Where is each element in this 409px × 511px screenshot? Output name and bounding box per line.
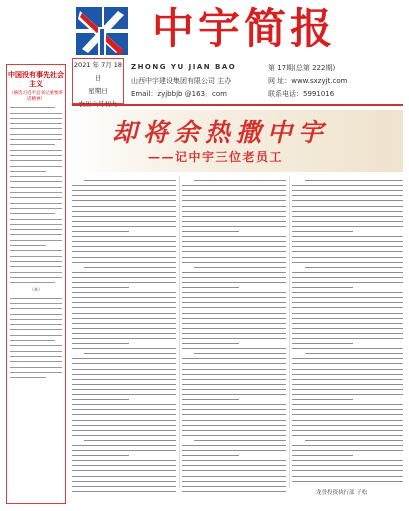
article-text-line	[182, 343, 239, 344]
article-text-line	[84, 180, 176, 181]
article-text-line	[72, 297, 176, 298]
sidebar-body	[7, 107, 65, 378]
article-text-line	[292, 409, 403, 410]
article-text-line	[292, 206, 403, 207]
article-text-line	[305, 180, 403, 181]
article-text-line	[182, 379, 286, 380]
article-text-line	[292, 323, 403, 324]
article-text-line	[182, 486, 286, 487]
zhongyu-logo-icon	[72, 5, 130, 57]
article-text-line	[72, 404, 176, 405]
article-text-line	[194, 440, 286, 441]
article-text-line	[182, 374, 286, 375]
article-text-line	[72, 272, 176, 273]
article-text-line	[182, 425, 286, 426]
article-text-line	[182, 226, 286, 227]
article-text-line	[72, 318, 176, 319]
article-text-line	[292, 338, 403, 339]
article-text-line	[72, 348, 176, 349]
masthead-title: 中宇简报	[152, 4, 337, 53]
article-text-line	[182, 277, 286, 278]
article-text-line	[72, 486, 176, 487]
headline-title: 却将余热撒中宇	[112, 118, 330, 147]
article-text-line	[72, 460, 176, 461]
article-text-line	[182, 257, 286, 258]
article-text-line	[182, 445, 286, 446]
article-text-line	[292, 200, 403, 201]
sidebar-mark: （※）	[29, 288, 43, 294]
article-text-line	[182, 272, 286, 273]
article-column-1	[72, 176, 176, 496]
article-text-line	[72, 409, 176, 410]
article-text-line	[72, 369, 176, 370]
article-text-line	[182, 307, 286, 308]
masthead-pinyin: ZHONG YU JIAN BAO	[131, 63, 237, 71]
article-text-line	[84, 353, 176, 354]
article-text-line	[72, 470, 176, 471]
masthead-organization: 山西中宇建设集团有限公司 主办	[131, 77, 232, 85]
article-text-line	[194, 353, 286, 354]
sidebar-title: 中国没有事先社会主义	[8, 71, 64, 88]
article-text-line	[182, 450, 286, 451]
article-text-line	[182, 241, 286, 242]
article-text-line	[292, 425, 403, 426]
article-text-line	[72, 190, 176, 191]
article-text-line	[292, 292, 403, 293]
article-text-line	[182, 394, 286, 395]
article-text-line	[292, 287, 353, 288]
article-text-line	[72, 481, 176, 482]
article-text-line	[72, 420, 176, 421]
article-byline: 龙誉投资执行部 子松	[316, 490, 368, 496]
article-text-line	[292, 414, 403, 415]
article-text-line	[182, 282, 286, 283]
article-text-line	[292, 257, 403, 258]
article-text-line	[72, 302, 176, 303]
article-text-line	[72, 277, 176, 278]
article-text-line	[72, 491, 176, 492]
article-text-line	[72, 282, 176, 283]
article-text-line	[72, 465, 176, 466]
article-column-3	[292, 176, 403, 486]
masthead-phone: 联系电话：5991016	[268, 90, 335, 98]
article-text-line	[72, 450, 176, 451]
article-text-line	[182, 200, 286, 201]
article-text-line	[182, 221, 286, 222]
article-text-line	[292, 470, 403, 471]
article-text-line	[292, 195, 403, 196]
article-text-line	[72, 251, 176, 252]
article-text-line	[182, 206, 286, 207]
article-text-line	[182, 420, 286, 421]
article-text-line	[292, 450, 403, 451]
article-text-line	[305, 440, 403, 441]
article-text-line	[292, 384, 403, 385]
article-text-line	[72, 257, 176, 258]
article-text-line	[182, 369, 286, 370]
article-column-2	[182, 176, 286, 496]
article-text-line	[292, 231, 353, 232]
article-text-line	[182, 348, 286, 349]
article-text-line	[72, 211, 176, 212]
article-text-line	[292, 262, 403, 263]
article-text-line	[72, 241, 176, 242]
article-text-line	[292, 241, 403, 242]
article-text-line	[72, 445, 176, 446]
article-text-line	[292, 277, 403, 278]
column-divider	[179, 176, 180, 488]
article-text-line	[292, 394, 403, 395]
article-text-line	[292, 455, 353, 456]
article-text-line	[292, 185, 403, 186]
article-text-line	[182, 185, 286, 186]
article-text-line	[84, 267, 176, 268]
article-text-line	[292, 348, 403, 349]
article-text-line	[182, 460, 286, 461]
article-text-line	[292, 460, 403, 461]
article-text-line	[72, 221, 176, 222]
article-text-line	[292, 481, 403, 482]
article-text-line	[182, 195, 286, 196]
article-text-line	[72, 358, 176, 359]
article-text-line	[72, 384, 176, 385]
article-text-line	[182, 236, 286, 237]
article-text-line	[72, 313, 176, 314]
article-text-line	[292, 430, 403, 431]
article-text-line	[305, 353, 403, 354]
masthead-website: 网 址：www.sxzyjt.com	[268, 77, 348, 85]
article-text-line	[292, 282, 403, 283]
masthead-divider	[72, 104, 403, 106]
article-text-line	[182, 430, 286, 431]
article-text-line	[292, 389, 403, 390]
article-text-line	[292, 465, 403, 466]
article-text-line	[182, 363, 286, 364]
article-text-line	[292, 333, 403, 334]
article-text-line	[292, 307, 403, 308]
article-text-line	[72, 236, 176, 237]
article-text-line	[292, 246, 403, 247]
article-text-line	[292, 445, 403, 446]
article-text-line	[182, 287, 239, 288]
article-text-line	[72, 231, 129, 232]
article-text-line	[182, 251, 286, 252]
article-text-line	[182, 292, 286, 293]
article-text-line	[182, 435, 286, 436]
article-text-line	[292, 272, 403, 273]
article-text-line	[182, 302, 286, 303]
article-text-line	[292, 190, 403, 191]
article-text-line	[292, 379, 403, 380]
article-text-line	[182, 318, 286, 319]
article-text-line	[182, 404, 286, 405]
article-text-line	[182, 455, 239, 456]
article-text-line	[72, 379, 176, 380]
article-text-line	[182, 358, 286, 359]
article-text-line	[292, 313, 403, 314]
article-text-line	[292, 221, 403, 222]
article-text-line	[84, 440, 176, 441]
article-text-line	[292, 476, 403, 477]
masthead-issue: 第 17期(总第 222期)	[268, 64, 336, 72]
article-text-line	[72, 455, 129, 456]
article-text-line	[72, 185, 176, 186]
article-text-line	[72, 323, 176, 324]
article-text-line	[305, 267, 403, 268]
article-text-line	[72, 374, 176, 375]
article-text-line	[182, 409, 286, 410]
article-text-line	[182, 384, 286, 385]
article-text-line	[182, 328, 286, 329]
article-text-line	[182, 481, 286, 482]
sidebar-column	[6, 64, 66, 504]
headline-subtitle: ——记中宇三位老员工	[148, 150, 284, 164]
article-text-line	[182, 313, 286, 314]
article-text-line	[182, 476, 286, 477]
article-text-line	[194, 180, 286, 181]
article-text-line	[292, 363, 403, 364]
article-text-line	[72, 363, 176, 364]
article-text-line	[182, 216, 286, 217]
article-text-line	[292, 216, 403, 217]
article-text-line	[182, 211, 286, 212]
article-text-line	[182, 333, 286, 334]
article-text-line	[72, 328, 176, 329]
article-text-line	[182, 323, 286, 324]
article-text-line	[72, 206, 176, 207]
article-text-line	[194, 267, 286, 268]
article-text-line	[72, 476, 176, 477]
article-text-line	[292, 374, 403, 375]
article-text-line	[182, 414, 286, 415]
article-text-line	[292, 226, 403, 227]
article-text-line	[292, 318, 403, 319]
article-text-line	[72, 435, 176, 436]
article-text-line	[72, 200, 176, 201]
article-text-line	[72, 333, 176, 334]
date-solar: 2021 年 7月 18日	[73, 61, 123, 82]
article-text-line	[72, 292, 176, 293]
article-text-line	[292, 251, 403, 252]
article-text-line	[292, 302, 403, 303]
date-weekday: 星期日	[88, 87, 108, 95]
article-text-line	[292, 404, 403, 405]
article-text-line	[182, 246, 286, 247]
article-text-line	[182, 470, 286, 471]
article-text-line	[292, 343, 353, 344]
article-text-line	[292, 358, 403, 359]
article-text-line	[292, 328, 403, 329]
date-box	[72, 58, 124, 104]
article-text-line	[292, 211, 403, 212]
article-text-line	[292, 369, 403, 370]
article-text-line	[72, 287, 129, 288]
article-text-line	[182, 297, 286, 298]
article-text-line	[72, 338, 176, 339]
article-text-line	[292, 399, 353, 400]
article-text-line	[292, 236, 403, 237]
article-text-line	[182, 338, 286, 339]
article-text-line	[72, 195, 176, 196]
article-text-line	[72, 226, 176, 227]
article-text-line	[72, 425, 176, 426]
article-text-line	[72, 216, 176, 217]
article-text-line	[182, 262, 286, 263]
sidebar-subtitle: （摘选习近平总书记重要讲话精神）	[9, 91, 63, 102]
article-text-line	[292, 420, 403, 421]
article-text-line	[72, 389, 176, 390]
article-text-line	[182, 190, 286, 191]
article-text-line	[72, 246, 176, 247]
column-divider	[289, 176, 290, 488]
article-text-line	[72, 394, 176, 395]
article-text-line	[292, 435, 403, 436]
article-text-line	[72, 399, 129, 400]
article-text-line	[72, 414, 176, 415]
article-text-line	[72, 430, 176, 431]
article-text-line	[182, 389, 286, 390]
article-text-line	[182, 465, 286, 466]
masthead-email: Email：zyjbbjb @163．com	[131, 90, 227, 98]
article-text-line	[292, 297, 403, 298]
article-text-line	[182, 491, 286, 492]
article-text-line	[72, 343, 129, 344]
article-text-line	[182, 399, 239, 400]
article-text-line	[182, 231, 239, 232]
article-text-line	[72, 262, 176, 263]
article-text-line	[72, 307, 176, 308]
